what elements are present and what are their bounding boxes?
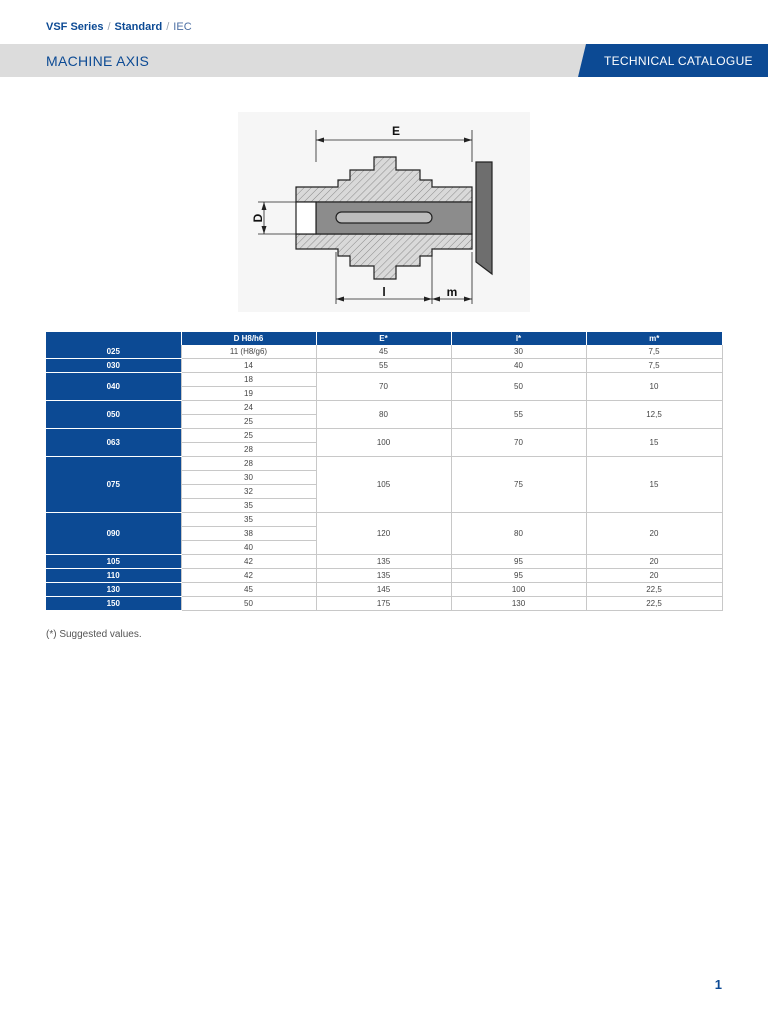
d-cell: 38 <box>181 527 316 541</box>
table-row <box>46 583 722 597</box>
d-cell: 42 <box>181 555 316 569</box>
d-cell: 28 <box>181 443 316 457</box>
table-row <box>46 569 722 583</box>
m-cell: 7,5 <box>586 359 722 373</box>
e-cell: 105 <box>316 457 451 513</box>
l-cell: 95 <box>451 569 586 583</box>
d-cell: 24 <box>181 401 316 415</box>
size-cell: 090 <box>46 513 181 555</box>
size-cell: 040 <box>46 373 181 401</box>
table-row <box>46 429 722 443</box>
e-cell: 175 <box>316 597 451 611</box>
d-cell: 28 <box>181 457 316 471</box>
m-cell: 12,5 <box>586 401 722 429</box>
table-row <box>46 555 722 569</box>
size-cell: 025 <box>46 345 181 359</box>
m-cell: 22,5 <box>586 597 722 611</box>
size-cell: 050 <box>46 401 181 429</box>
label-e: E <box>391 124 401 138</box>
label-l: l <box>382 285 386 299</box>
table-body <box>46 345 722 611</box>
table-row <box>46 513 722 527</box>
breadcrumb-standard[interactable]: Standard <box>114 21 163 33</box>
l-cell: 130 <box>451 597 586 611</box>
size-cell: 030 <box>46 359 181 373</box>
column-header-size <box>46 332 181 345</box>
d-cell: 25 <box>181 415 316 429</box>
table-row <box>46 345 722 359</box>
size-cell: 110 <box>46 569 181 583</box>
breadcrumb-type[interactable]: IEC <box>173 21 192 33</box>
d-cell: 32 <box>181 485 316 499</box>
l-cell: 95 <box>451 555 586 569</box>
d-cell: 11 (H8/g6) <box>181 345 316 359</box>
breadcrumb-separator: / <box>166 21 170 33</box>
m-cell: 10 <box>586 373 722 401</box>
l-cell: 100 <box>451 583 586 597</box>
d-cell: 42 <box>181 569 316 583</box>
breadcrumb-series[interactable]: VSF Series <box>46 21 104 33</box>
table-header-row <box>46 332 722 345</box>
m-cell: 7,5 <box>586 345 722 359</box>
label-m: m <box>446 285 458 299</box>
size-cell: 150 <box>46 597 181 611</box>
column-header-e: E* <box>316 332 451 345</box>
breadcrumb-separator: / <box>107 21 111 33</box>
d-cell: 35 <box>181 513 316 527</box>
m-cell: 15 <box>586 429 722 457</box>
flange-shape <box>476 162 492 274</box>
l-cell: 40 <box>451 359 586 373</box>
l-cell: 70 <box>451 429 586 457</box>
breadcrumb <box>46 21 192 33</box>
m-cell: 20 <box>586 569 722 583</box>
m-cell: 15 <box>586 457 722 513</box>
table-row <box>46 373 722 387</box>
column-header-m: m* <box>586 332 722 345</box>
shaft-drawing <box>238 112 530 312</box>
e-cell: 70 <box>316 373 451 401</box>
l-cell: 50 <box>451 373 586 401</box>
e-cell: 45 <box>316 345 451 359</box>
size-cell: 130 <box>46 583 181 597</box>
e-cell: 80 <box>316 401 451 429</box>
page-number: 1 <box>714 977 722 992</box>
column-header-l: l* <box>451 332 586 345</box>
d-cell: 30 <box>181 471 316 485</box>
m-cell: 20 <box>586 513 722 555</box>
label-d: D <box>251 213 265 223</box>
catalogue-tag-label: TECHNICAL CATALOGUE <box>604 54 753 68</box>
e-cell: 100 <box>316 429 451 457</box>
d-cell: 35 <box>181 499 316 513</box>
d-cell: 25 <box>181 429 316 443</box>
d-cell: 40 <box>181 541 316 555</box>
l-cell: 55 <box>451 401 586 429</box>
catalogue-tag <box>578 44 768 77</box>
e-cell: 55 <box>316 359 451 373</box>
table-row <box>46 359 722 373</box>
d-cell: 19 <box>181 387 316 401</box>
e-cell: 135 <box>316 569 451 583</box>
column-header-d: D H8/h6 <box>181 332 316 345</box>
l-cell: 30 <box>451 345 586 359</box>
m-cell: 20 <box>586 555 722 569</box>
footnote: (*) Suggested values. <box>46 629 142 640</box>
d-cell: 50 <box>181 597 316 611</box>
d-cell: 18 <box>181 373 316 387</box>
size-cell: 105 <box>46 555 181 569</box>
l-cell: 75 <box>451 457 586 513</box>
d-cell: 45 <box>181 583 316 597</box>
keyway-slot <box>336 212 432 223</box>
table-row <box>46 457 722 471</box>
m-cell: 22,5 <box>586 583 722 597</box>
e-cell: 120 <box>316 513 451 555</box>
size-cell: 075 <box>46 457 181 513</box>
shaft-section-svg <box>238 112 530 312</box>
page-title: MACHINE AXIS <box>46 53 150 69</box>
e-cell: 145 <box>316 583 451 597</box>
e-cell: 135 <box>316 555 451 569</box>
bore-opening <box>296 202 316 234</box>
l-cell: 80 <box>451 513 586 555</box>
size-cell: 063 <box>46 429 181 457</box>
d-cell: 14 <box>181 359 316 373</box>
dimensions-table <box>46 332 723 611</box>
table-row <box>46 597 722 611</box>
table-row <box>46 401 722 415</box>
